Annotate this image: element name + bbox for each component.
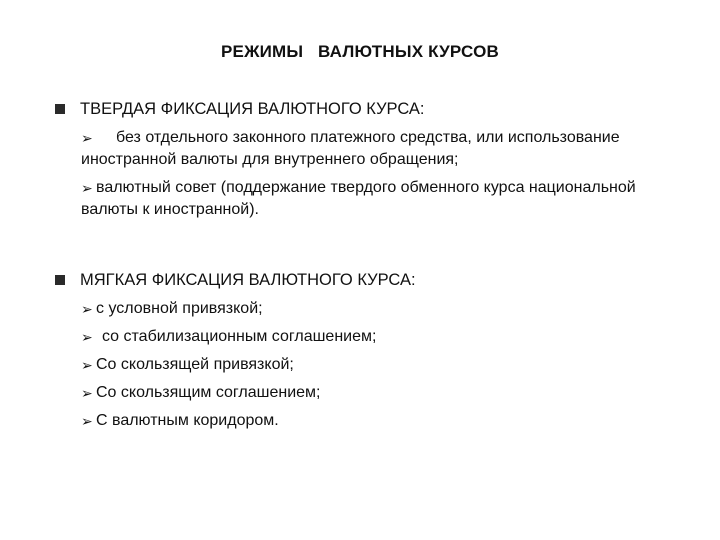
section-heading-text: МЯГКАЯ ФИКСАЦИЯ ВАЛЮТНОГО КУРСА: [80,271,416,289]
section-soft-peg [52,267,692,438]
arrow-bullet-icon: ➢ [81,301,93,317]
list-item-text: валютный совет (поддержание твердого обменного курса национальной валюты к иностранной). [81,179,636,218]
section-heading-text: ТВЕРДАЯ ФИКСАЦИЯ ВАЛЮТНОГО КУРСА: [80,100,425,118]
slide-title: РЕЖИМЫ ВАЛЮТНЫХ КУРСОВ [221,42,499,61]
list-item [81,410,692,432]
list-item [81,177,692,221]
list-item [81,354,692,376]
section-items [52,298,692,432]
arrow-bullet-icon: ➢ [81,385,93,401]
list-item [81,382,692,404]
section-hard-peg [52,96,692,227]
square-bullet-icon [55,104,65,114]
list-item-text: с условной привязкой; [96,300,263,317]
square-bullet-icon [55,275,65,285]
arrow-bullet-icon: ➢ [81,413,93,429]
list-item-text: С валютным коридором. [96,412,279,429]
section-heading [52,96,692,122]
list-item [81,127,692,171]
list-item-text: Со скользящей привязкой; [96,356,294,373]
arrow-bullet-icon: ➢ [81,130,93,146]
arrow-bullet-icon: ➢ [81,357,93,373]
list-item-text: со стабилизационным соглашением; [102,328,377,345]
list-item [81,298,692,320]
section-heading [52,267,692,293]
section-items [52,127,692,221]
arrow-bullet-icon: ➢ [81,329,93,345]
arrow-bullet-icon: ➢ [81,180,93,196]
list-item-text: без отдельного законного платежного средства, или использование иностранной валюты для внутреннего обращения; [81,129,620,168]
list-item-text: Со скользящим соглашением; [96,384,321,401]
list-item [81,326,692,348]
